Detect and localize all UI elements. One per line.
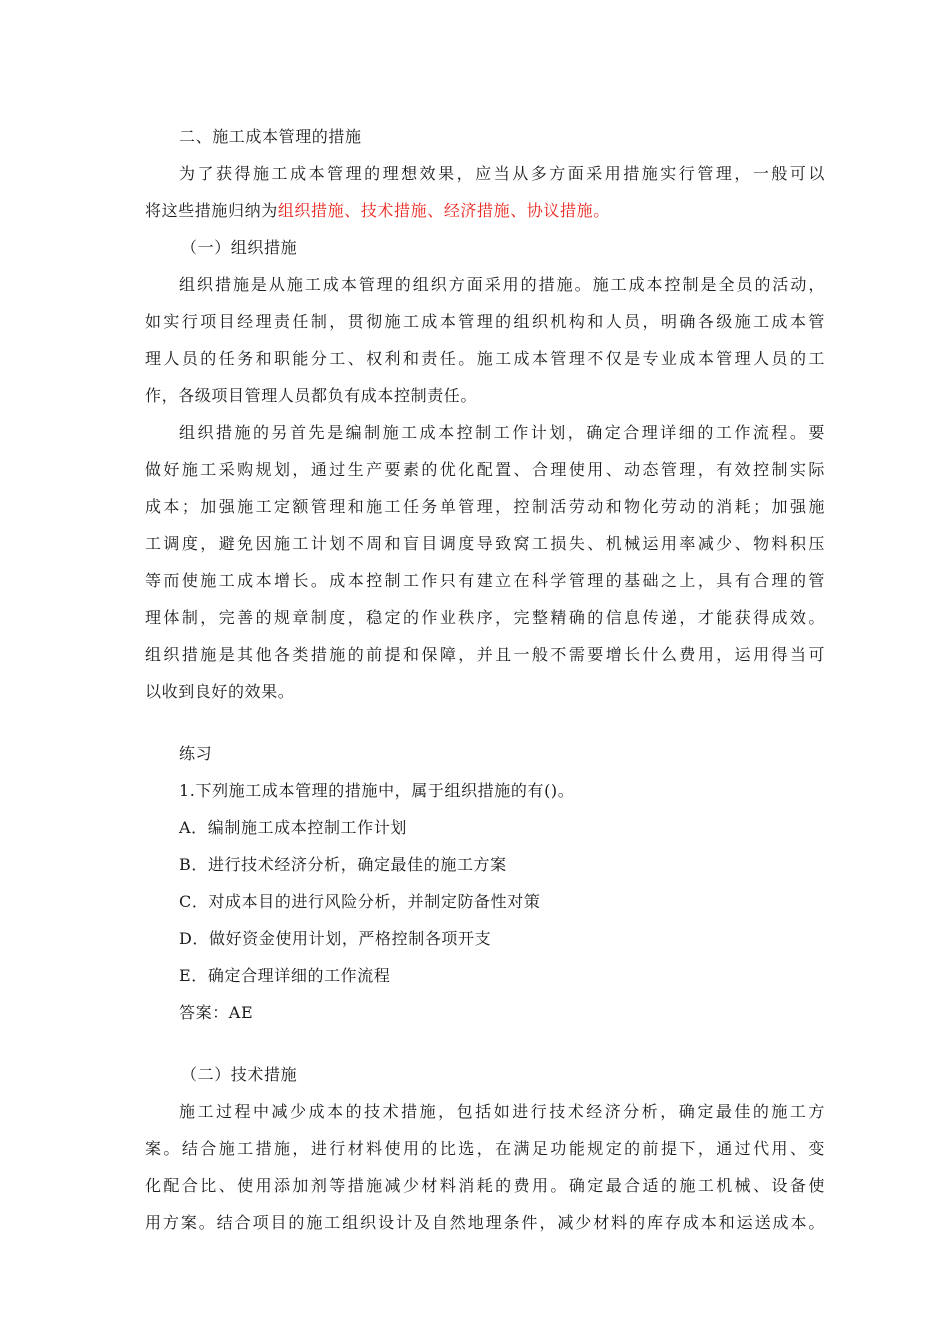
intro-line-1: 为了获得施工成本管理的理想效果，应当从多方面采用措施实行管理，一般可以 [179,164,825,183]
org-p2-line: 组织措施的另首先是编制施工成本控制工作计划，确定合理详细的工作流程。要 [179,423,825,442]
org-p2-line: 组织措施是其他各类措施的前提和保障，并且一般不需要增长什么费用，运用得当可 [145,645,825,664]
exercise-option-b: B．进行技术经济分析，确定最佳的施工方案 [179,855,507,874]
exercise-option-c: C．对成本目的进行风险分析，并制定防备性对策 [179,892,541,911]
tech-p1-line: 案。结合施工措施，进行材料使用的比选，在满足功能规定的前提下，通过代用、变 [145,1139,825,1158]
org-p2-line: 工调度，避免因施工计划不周和盲目调度导致窝工损失、机械运用率减少、物料积压 [145,534,825,553]
org-p2-line: 理体制，完善的规章制度，稳定的作业秩序，完整精确的信息传递，才能获得成效。 [145,608,825,627]
org-p1-line: 如实行项目经理责任制，贯彻施工成本管理的组织机构和人员，明确各级施工成本管 [145,312,825,331]
org-p2-line: 以收到良好的效果。 [145,682,295,701]
org-p2-line: 做好施工采购规划，通过生产要素的优化配置、合理使用、动态管理，有效控制实际 [145,460,825,479]
exercise-option-d: D．做好资金使用计划，严格控制各项开支 [179,929,492,948]
tech-p1-line: 用方案。结合项目的施工组织设计及自然地理条件，减少材料的库存成本和运送成本。 [145,1213,825,1232]
exercise-option-e: E．确定合理详细的工作流程 [179,966,391,985]
tech-p1-line: 施工过程中减少成本的技术措施，包括如进行技术经济分析，确定最佳的施工方 [179,1102,825,1121]
intro-line-2-prefix: 将这些措施归纳为 [145,201,278,220]
exercise-option-a: A．编制施工成本控制工作计划 [179,818,407,837]
measures-highlight: 组织措施、技术措施、经济措施、协议措施。 [277,201,610,220]
intro-line-2 [145,192,825,229]
section-title: 二、施工成本管理的措施 [179,127,362,146]
exercise-question: 1.下列施工成本管理的措施中，属于组织措施的有()。 [179,781,575,800]
org-p1-line: 理人员的任务和职能分工、权利和责任。施工成本管理不仅是专业成本管理人员的工 [145,349,825,368]
tech-p1-line: 化配合比、使用添加剂等措施减少材料消耗的费用。确定最合适的施工机械、设备使 [145,1176,825,1195]
org-heading: （一）组织措施 [181,238,298,257]
spacer [145,1031,825,1056]
exercise-label: 练习 [179,744,213,763]
org-p1-line: 组织措施是从施工成本管理的组织方面采用的措施。施工成本控制是全员的活动， [179,275,825,294]
document-page [145,118,825,1241]
org-p2-line: 等而使施工成本增长。成本控制工作只有建立在科学管理的基础之上，具有合理的管 [145,571,825,590]
tech-heading: （二）技术措施 [181,1065,298,1084]
org-p2-line: 成本；加强施工定额管理和施工任务单管理，控制活劳动和物化劳动的消耗；加强施 [145,497,825,516]
exercise-answer: 答案：AE [179,1003,254,1022]
spacer [145,710,825,735]
org-p1-line: 作，各级项目管理人员都负有成本控制责任。 [145,386,478,405]
